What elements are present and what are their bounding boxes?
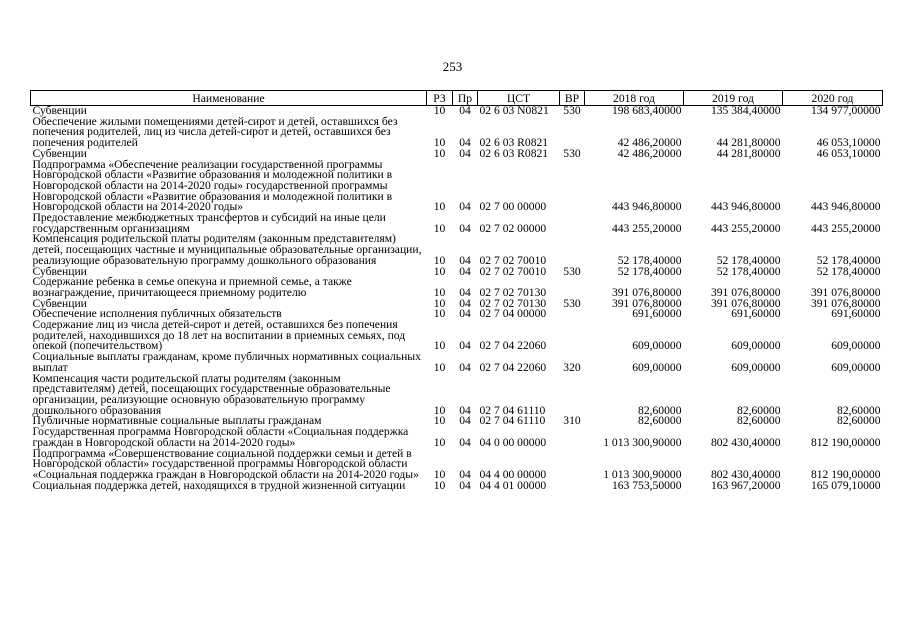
row-name: Содержание ребенка в семье опекуна и приемной семье, а также вознаграждение, причитающееся приемному родителю [32,275,352,299]
row-amount-2020: 443 946,80000 [810,200,881,214]
row-amount-2019: 44 281,80000 [716,136,781,150]
row-rz: 10 [433,339,446,353]
row-rz: 10 [433,478,446,492]
row-amount-2020: 812 190,00000 [810,435,881,449]
table-row [31,277,883,298]
row-rz: 10 [433,200,446,214]
row-name: Социальные выплаты гражданам, кроме публичных нормативных социальных выплат [32,350,421,374]
table-row [31,374,883,417]
table-row [31,352,883,373]
table-row [31,449,883,481]
row-name: Предоставление межбюджетных трансфертов и субсидий на иные цели государственным организациям [32,211,386,235]
row-amount-2019: 391 076,80000 [710,285,781,299]
row-name: Компенсация родительской платы родителям (законным представителям) детей, посещающих частные и муниципальные образовательные организации, реализующие образовательную программу дошкольного образования [32,232,422,267]
row-amount-2020: 52 178,40000 [816,264,881,278]
row-amount-2020: 82,60000 [837,414,881,428]
row-rz: 10 [433,104,446,117]
row-amount-2020: 82,60000 [837,403,881,417]
row-cst: 02 6 03 R0821 [479,136,549,150]
row-name: Субвенции [32,104,87,117]
row-amount-2018: 198 683,40000 [611,104,682,117]
row-name: Компенсация части родительской платы родителям (законным представителям) детей, посещающих государственные образовательные организации, реализующие основную образовательную программу дошкольного образования [32,371,391,417]
row-name: Подпрограмма «Обеспечение реализации государственной программы Новгородской области «Развитие образования и молодежной политики в Новгородской области на 2014-2020 годы» государственной программы Новгородской области «Развитие образования и молодежной политики в Новгородской области на 2014-2020 годы» [32,157,393,214]
row-amount-2020: 691,60000 [831,307,881,321]
row-cst: 02 7 04 61110 [479,403,546,417]
row-amount-2019: 609,00000 [731,339,781,353]
row-amount-2019: 135 384,40000 [710,104,781,117]
row-amount-2019: 52 178,40000 [716,264,781,278]
row-name: Обеспечение исполнения публичных обязательств [32,307,282,321]
row-vr [560,117,585,149]
row-cst: 02 7 02 70010 [479,264,547,278]
row-pr: 04 [459,360,471,374]
row-rz: 10 [433,136,446,150]
row-amount-2020: 46 053,10000 [816,136,881,150]
row-amount-2019: 82,60000 [737,414,781,428]
row-amount-2018: 691,60000 [632,307,682,321]
row-amount-2018: 1 013 300,90000 [603,467,682,481]
row-cst: 02 7 04 22060 [479,360,547,374]
table-row [31,427,883,448]
row-amount-2019: 391 076,80000 [710,296,781,310]
row-pr: 04 [459,307,471,321]
row-cst: 02 7 04 22060 [479,339,547,353]
row-pr: 04 [459,414,471,428]
row-cst: 02 7 02 00000 [479,221,547,235]
row-cst: 04 0 00 00000 [479,435,547,449]
row-vr [560,213,585,234]
row-pr: 04 [459,200,471,214]
row-name: Субвенции [32,146,87,160]
row-amount-2018: 443 255,20000 [611,221,682,235]
row-amount-2020: 391 076,80000 [810,285,881,299]
row-amount-2018: 82,60000 [638,403,682,417]
row-cst: 02 6 03 N0821 [479,104,549,117]
row-amount-2020: 609,00000 [831,339,881,353]
row-amount-2018: 609,00000 [632,360,682,374]
row-rz: 10 [433,296,446,310]
header-vr: ВР [560,91,585,106]
row-amount-2019: 691,60000 [731,307,781,321]
row-amount-2018: 42 486,20000 [617,136,682,150]
row-vr [560,374,585,417]
row-amount-2018: 52 178,40000 [617,253,682,267]
table-row [31,234,883,266]
row-vr: 320 [563,360,581,374]
row-amount-2019: 609,00000 [731,360,781,374]
row-rz: 10 [433,414,446,428]
row-amount-2019: 44 281,80000 [716,146,781,160]
row-amount-2018: 609,00000 [632,339,682,353]
row-amount-2020: 812 190,00000 [810,467,881,481]
row-amount-2019: 52 178,40000 [716,253,781,267]
row-cst: 02 6 03 R0821 [479,146,549,160]
row-amount-2018: 163 753,50000 [611,478,682,492]
header-cst: ЦСТ [478,91,560,106]
row-amount-2020: 443 255,20000 [810,221,881,235]
header-pr: Пр [453,91,478,106]
row-cst: 04 4 01 00000 [479,478,547,492]
header-name: Наименование [31,91,427,106]
header-2018: 2018 год [585,91,684,106]
row-vr [560,277,585,298]
row-vr: 530 [563,296,581,310]
row-vr: 310 [563,414,581,428]
row-pr: 04 [459,146,471,160]
row-pr: 04 [459,435,471,449]
page-number: 253 [442,59,463,74]
row-cst: 02 7 02 70130 [479,285,547,299]
row-vr [560,309,585,320]
row-cst: 02 7 02 70010 [479,253,547,267]
row-pr: 04 [459,403,471,417]
row-pr: 04 [459,285,471,299]
row-amount-2019: 82,60000 [737,403,781,417]
row-cst: 04 4 00 00000 [479,467,547,481]
row-cst: 02 7 04 61110 [479,414,546,428]
row-amount-2020: 52 178,40000 [816,253,881,267]
row-vr [560,427,585,448]
row-rz: 10 [433,253,446,267]
row-amount-2020: 46 053,10000 [816,146,881,160]
row-pr: 04 [459,467,471,481]
header-2020: 2020 год [783,91,883,106]
row-rz: 10 [433,285,446,299]
row-name: Содержание лиц из числа детей-сирот и детей, оставшихся без попечения родителей, находившихся до 18 лет на воспитании в приемных семьях, под опекой (попечительством) [32,318,406,353]
table-row [31,213,883,234]
row-pr: 04 [459,339,471,353]
row-pr: 04 [459,264,471,278]
row-rz: 10 [433,307,446,321]
row-vr [560,481,585,492]
row-rz: 10 [433,146,446,160]
row-amount-2019: 802 430,40000 [710,467,781,481]
row-vr: 530 [563,264,581,278]
row-rz: 10 [433,403,446,417]
table-row [31,160,883,214]
row-amount-2018: 443 946,80000 [611,200,682,214]
row-amount-2019: 443 946,80000 [710,200,781,214]
row-name: Обеспечение жилыми помещениями детей-сирот и детей, оставшихся без попечения родителей, лиц из числа детей-сирот и детей, оставшихся без попечения родителей [32,114,398,150]
row-vr [560,320,585,352]
row-amount-2018: 391 076,80000 [611,296,682,310]
row-amount-2020: 391 076,80000 [810,296,881,310]
row-amount-2020: 165 079,10000 [810,478,881,492]
budget-table [30,90,883,491]
row-name: Социальная поддержка детей, находящихся в трудной жизненной ситуации [32,478,406,492]
row-name: Субвенции [32,296,87,310]
table-row [31,320,883,352]
table-body [31,106,883,492]
row-vr [560,449,585,481]
row-pr: 04 [459,478,471,492]
row-amount-2020: 609,00000 [831,360,881,374]
header-rz: РЗ [427,91,453,106]
row-rz: 10 [433,467,446,481]
row-amount-2019: 163 967,20000 [710,478,781,492]
row-rz: 10 [433,360,446,374]
row-vr: 530 [563,104,581,117]
row-cst: 02 7 02 70130 [479,296,547,310]
row-pr: 04 [459,253,471,267]
table-row [31,117,883,149]
row-pr: 04 [459,104,471,117]
row-name: Государственная программа Новгородской области «Социальная поддержка граждан в Новгородской области на 2014-2020 годы» [32,425,409,449]
row-vr: 530 [563,146,581,160]
row-pr: 04 [459,136,471,150]
row-pr: 04 [459,221,471,235]
row-rz: 10 [433,264,446,278]
row-amount-2019: 443 255,20000 [710,221,781,235]
row-pr: 04 [459,296,471,310]
row-vr [560,160,585,214]
row-amount-2018: 82,60000 [638,414,682,428]
row-amount-2019: 802 430,40000 [710,435,781,449]
header-2019: 2019 год [684,91,783,106]
row-name: Публичные нормативные социальные выплаты гражданам [32,414,322,428]
row-rz: 10 [433,221,446,235]
row-amount-2018: 52 178,40000 [617,264,682,278]
table-row [31,481,883,492]
row-vr [560,234,585,266]
row-cst: 02 7 00 00000 [479,200,547,214]
row-name: Подпрограмма «Совершенствование социальной поддержки семьи и детей в Новгородской области» государственной программы Новгородской области «Социальная поддержка граждан в Новгородской области на 2014-2020 годы» [32,446,419,481]
row-cst: 02 7 04 00000 [479,307,547,321]
row-amount-2020: 134 977,00000 [810,104,881,117]
row-name: Субвенции [32,264,87,278]
row-amount-2018: 42 486,20000 [617,146,682,160]
row-amount-2018: 391 076,80000 [611,285,682,299]
row-amount-2018: 1 013 300,90000 [603,435,682,449]
row-rz: 10 [433,435,446,449]
